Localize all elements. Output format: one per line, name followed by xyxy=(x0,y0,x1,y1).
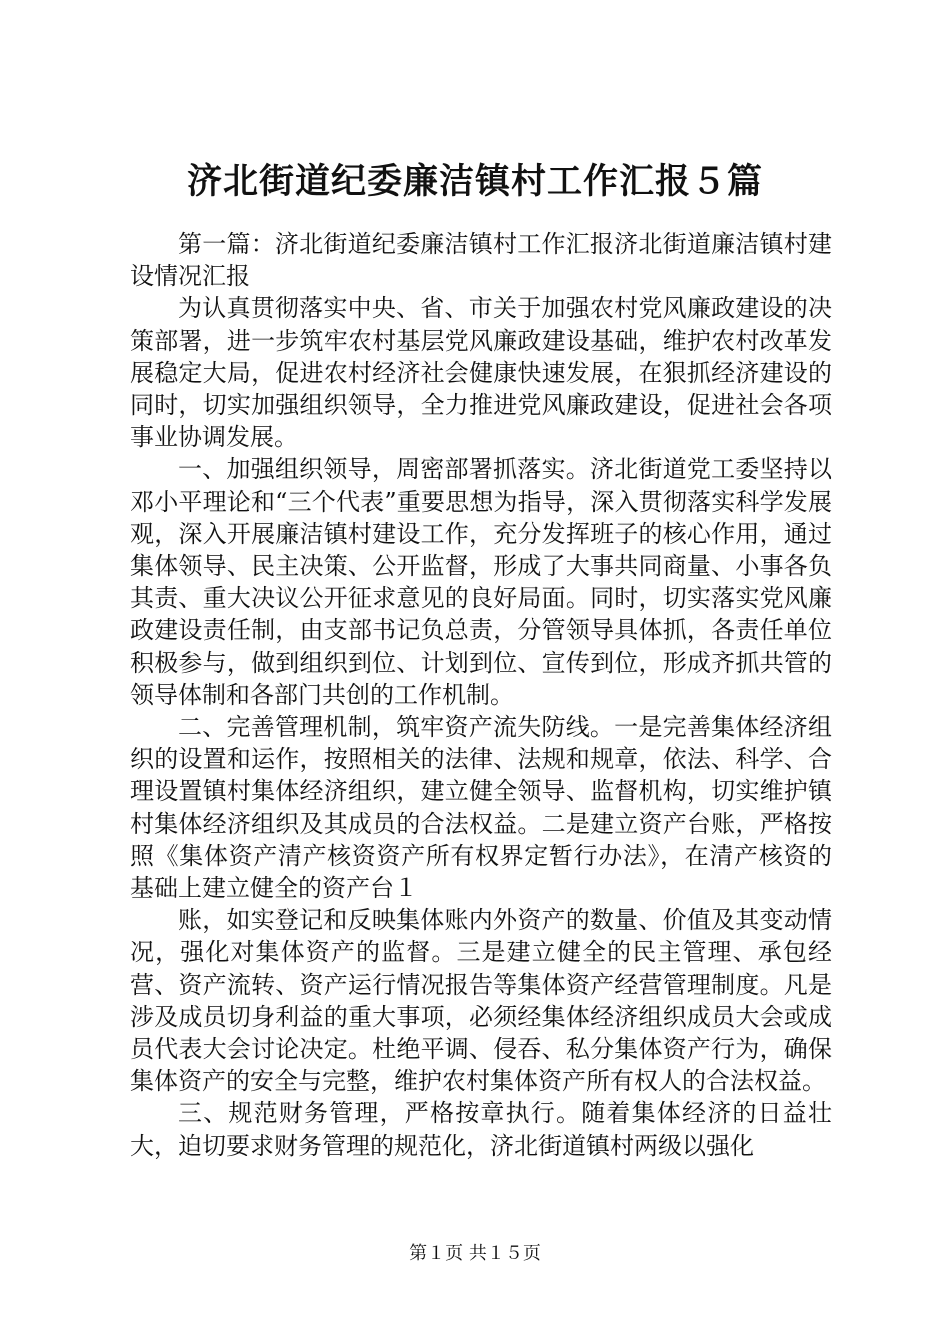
document-title: 济北街道纪委廉洁镇村工作汇报５篇 xyxy=(186,161,763,202)
paragraph-3: 一、加强组织领导，周密部署抓落实。济北街道党工委坚持以邓小平理论和“三个代表”重要思想为指导，深入贯彻落实科学发展观，深入开展廉洁镇村建设工作，充分发挥班子的核心作用，通过集体领导、民主决策、公开监督，形成了大事共同商量、小事各负其责、重大决议公开征求意见的良好局面。同时，切实落实党风廉政建设责任制，由支部书记负总责，分管领导具体抓，各责任单位积极参与，做到组织到位、计划到位、宣传到位，形成齐抓共管的领导体制和各部门共创的工作机制。 xyxy=(130,455,832,709)
paragraph-6: 三、规范财务管理，严格按章执行。随着集体经济的日益壮大，迫切要求财务管理的规范化，济北街道镇村两级以强化 xyxy=(130,1099,832,1160)
document-body xyxy=(130,228,832,1162)
paragraph-5: 账，如实登记和反映集体账内外资产的数量、价值及其变动情况，强化对集体资产的监督。三是建立健全的民主管理、承包经营、资产流转、资产运行情况报告等集体资产经营管理制度。凡是涉及成员切身利益的重大事项，必须经集体经济组织成员大会或成员代表大会讨论决定。杜绝平调、侵吞、私分集体资产行为，确保集体资产的安全与完整，维护农村集体资产所有权人的合法权益。 xyxy=(130,906,832,1096)
page-number-footer: 第１页 共１５页 xyxy=(409,1243,541,1264)
paragraph-2: 为认真贯彻落实中央、省、市关于加强农村党风廉政建设的决策部署，进一步筑牢农村基层党风廉政建设基础，维护农村改革发展稳定大局，促进农村经济社会健康快速发展，在狠抓经济建设的同时，切实加强组织领导，全力推进党风廉政建设，促进社会各项事业协调发展。 xyxy=(130,294,832,452)
paragraph-4: 二、完善管理机制，筑牢资产流失防线。一是完善集体经济组织的设置和运作，按照相关的法律、法规和规章，依法、科学、合理设置镇村集体经济组织，建立健全领导、监督机构，切实维护镇村集体经济组织及其成员的合法权益。二是建立资产台账，严格按照《集体资产清产核资资产所有权界定暂行办法》，在清产核资的基础上建立健全的资产台１ xyxy=(130,713,832,903)
paragraph-1: 第一篇：济北街道纪委廉洁镇村工作汇报济北街道廉洁镇村建设情况汇报 xyxy=(130,230,832,291)
